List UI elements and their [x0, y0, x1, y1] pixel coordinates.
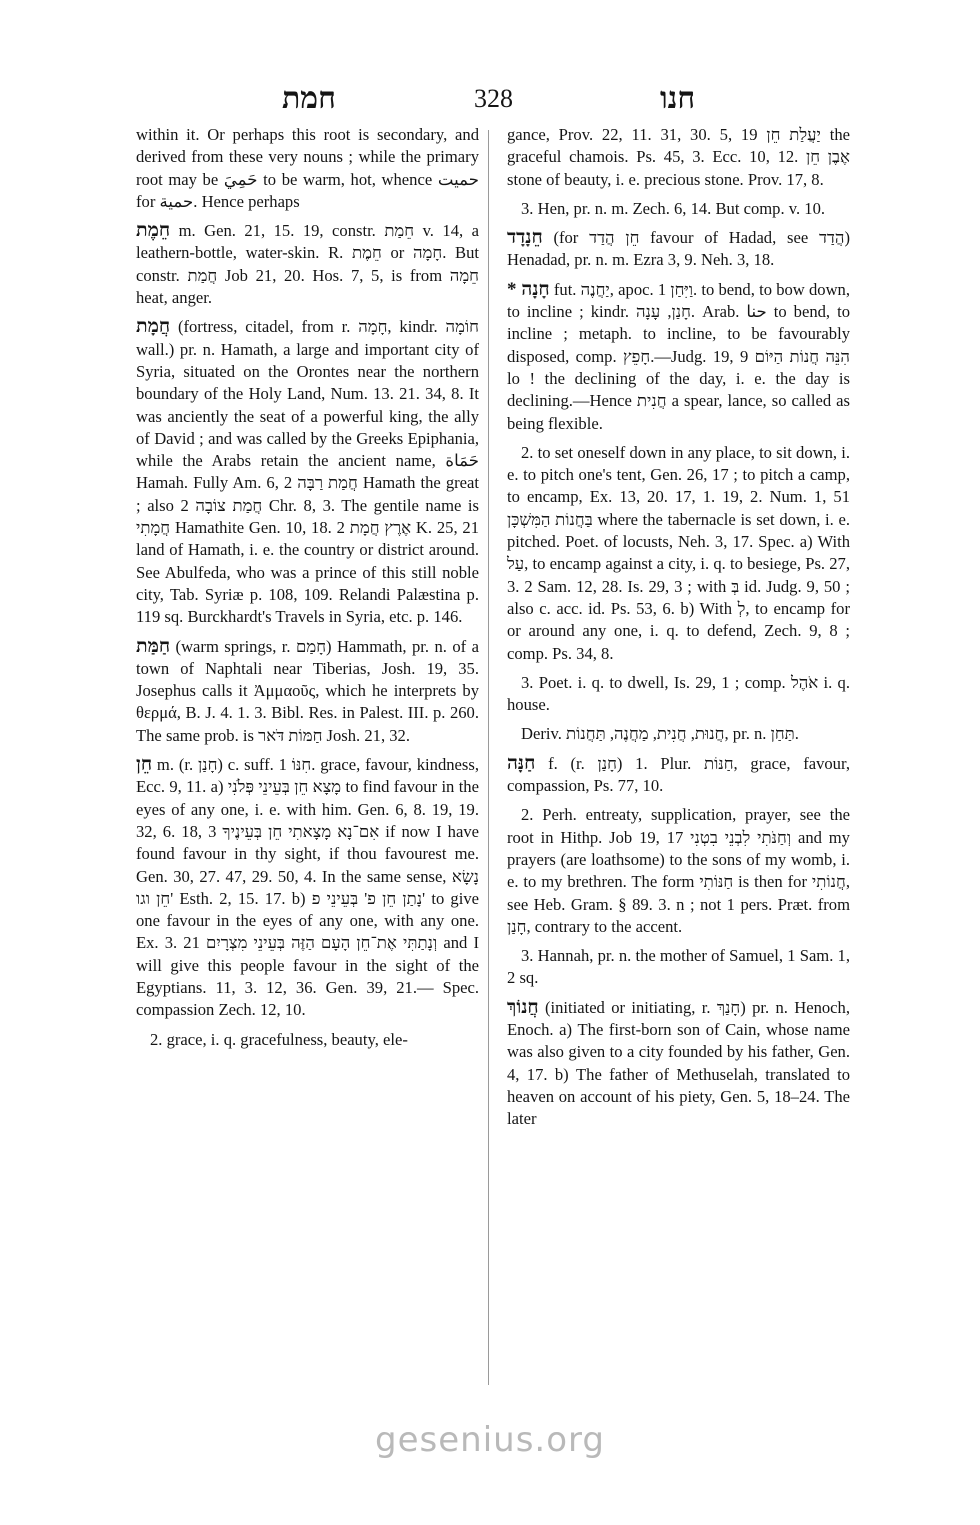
running-head-left: חמת: [282, 82, 336, 115]
entry-headword: חַמַּת: [136, 635, 171, 657]
entry-paragraph: [136, 1029, 479, 1051]
entry-text: m. (r. חָנַן) c. suff. חִנּוֹ 1. grace, favour, kindness, Ecc. 9, 11. a) מָצָא חֵן בְּעֵינֵי פְּלֹנִי to find favour in the eyes of any one, i. e. with him. Gen. 6, 8. 19, 19. 32, 6. 18, 3 אִם־נָא מָצָאתִי חֵן בְּעֵינֶיךָ if now I have found favour in thy sight, if thou favourest me. Gen. 30, 27. 47, 29. 50, 4. In the same sense, נָשָׂא חֵן וגו' Esth. 2, 15. 17. b) נָתַן חֵן פ' בְּעֵינֵי פ' to give one favour in the eyes of any one, with any one. Ex. 3. 21 וְנָתַתִּי אֶת־חֵן הָעָם הַזֶּה בְּעֵינֵי מִצְרָיִם and I will give this people favour in the sight of the Egyptians. 11, 3. 12, 36. Gen. 39, 21.— Spec. compassion Zech. 12, 10.: [136, 755, 479, 1020]
entry-text: (initiated or initiating, r. חָנַךְ) pr. n. Henoch, Enoch. a) The first-born son of Cain, whose name was also given to a city founded by his father, Gen. 4, 17. b) The father of Methuselah, translated to heaven on account of his piety, Gen. 5, 18–24. The later: [507, 997, 850, 1129]
entry-paragraph: [507, 672, 850, 717]
site-watermark: gesenius.org: [375, 1420, 605, 1460]
entry-text: (fortress, citadel, from r. חָמָה, kindr. חוֹמָה wall.) pr. n. Hamath, a large and important city of Syria, situated on the Orontes near the northern boundary of the Holy Land, Num. 13. 21. 34, 8. It was anciently the seat of a powerful king, the ally of David ; and was called by the Greeks Epiphania, while the Arabs retain the ancient name, حَمَاة Hamah. Fully Am. 6, 2 חֲמַת רַבָּה Hamath the great ; also חֲמַת צוֹבָה 2 Chr. 8, 3. The gentile name is חֲמָתִי Hamathite Gen. 10, 18. אֶרֶץ חֲמָת 2 K. 25, 21 land of Hamath, i. e. the country or district around. See Abulfeda, who was a prince of this still noble city, Tab. Syriæ p. 108, 109. Relandi Palæstina p. 119 sq. Burckhardt's Travels in Syria, etc. p. 146.: [136, 317, 480, 627]
entry-text: 2. Perh. entreaty, supplication, prayer, see the root in Hithp. Job 19, 17 וְחַנֹּתִי לִבְנֵי בִטְנִי and my prayers (are loathsome) to the sons of my womb, i. e. to my brethren. The form חַנּוֹתִי is then for חֲנוֹתִי, see Heb. Gram. § 89. 3. n ; not 1 pers. Præt. from חָנַן, contrary to the accent.: [507, 805, 850, 936]
dictionary-entry: [507, 997, 850, 1131]
dictionary-entry: [136, 220, 479, 309]
entry-text: 3. Hen, pr. n. m. Zech. 6, 14. But comp. v. 10.: [521, 198, 826, 218]
entry-text: gance, Prov. 22, 11. 31, 30. 5, 19 יַעֲלַת חֵן the graceful chamois. Ps. 45, 3. Ecc. 10, 12. אֶבֶן חֵן stone of beauty, i. e. precious stone. Prov. 17, 8.: [507, 125, 851, 189]
entry-headword: חֵנָדָד: [507, 227, 543, 249]
page-number: 328: [474, 84, 513, 113]
entry-paragraph: [507, 945, 850, 990]
running-head-right: חנו: [660, 82, 696, 115]
entry-headword: חֲמָת: [136, 316, 171, 338]
dictionary-entry: [136, 636, 479, 747]
entry-text: fut. יַחֲנֶה, apoc. וַיִּחַן 1. to bend, to bow down, to incline ; kindr. חָנַן, עָנָה. Arab. حنا to bend, to incline ; metaph. to incline, to be favourably disposed, comp. חָפֵץ.—Judg. 19, 9 הִנֵּה חֲנוֹת הַיּוֹם lo ! the declining of the day, i. e. the day is declining.—Hence חֲנִית a spear, lance, so called as being flexible.: [507, 279, 851, 433]
dictionary-entry: [507, 753, 850, 798]
entry-text: (for חֵן הֲדַד favour of Hadad, see הֲדַד) Henadad, pr. n. m. Ezra 3, 9. Neh. 3, 18.: [507, 228, 850, 270]
column-divider: [488, 130, 489, 1385]
entry-paragraph: [507, 804, 850, 938]
entry-text: Deriv. חֲנוּת, חֲנִית, מַחֲנֶה, תַּחֲנוֹת, pr. n. תַּחַן.: [521, 724, 799, 744]
entry-text: within it. Or perhaps this root is secondary, and derived from these very nouns ; while the primary root may be حَمِيَ to be warm, hot, whence حميت for حمية. Hence perhaps: [136, 125, 479, 211]
entry-text: 3. Hannah, pr. n. the mother of Samuel, 1 Sam. 1, 2 sq.: [507, 946, 850, 988]
entry-text: m. Gen. 21, 15. 19, constr. חֵמַת v. 14, a leathern-bottle, water-skin. R. חֵמֶת or חָמָה. But constr. חֲמַת Job 21, 20. Hos. 7, 5, is from חֵמָה heat, anger.: [136, 221, 479, 308]
entry-headword: חַנָּה: [507, 752, 536, 774]
entry-headword: חֵמֶת: [136, 220, 171, 242]
entry-paragraph: [507, 124, 850, 191]
dictionary-entry: [136, 316, 479, 628]
entry-paragraph: [507, 198, 850, 220]
entry-paragraph: [507, 442, 850, 665]
entry-text: 3. Poet. i. q. to dwell, Is. 29, 1 ; comp. אֹהֶל i. q. house.: [507, 672, 850, 715]
entry-paragraph: [136, 124, 479, 213]
dictionary-entry: [507, 279, 850, 435]
entry-text: 2. grace, i. q. gracefulness, beauty, ele-: [150, 1029, 408, 1049]
entry-headword: * חָנָה: [507, 278, 550, 300]
right-column: [507, 124, 850, 1137]
entry-text: f. (r. חָנַן) 1. Plur. חַנּוֹת, grace, favour, compassion, Ps. 77, 10.: [507, 753, 850, 796]
entry-headword: חֲנוֹךְ: [507, 996, 539, 1018]
entry-headword: חֵן: [136, 754, 153, 776]
dictionary-entry: [507, 227, 850, 272]
entry-text: (warm springs, r. חָמַם) Hammath, pr. n. of a town of Naphtali near Tiberias, Josh. 19, 35. Josephus calls it Ἀμμαοῦς, which he interprets by θερμά, B. J. 4. 1. 3. Bibl. Res. in Palest. III. p. 260. The same prob. is חַמּוֹת דֹּאר Josh. 21, 32.: [136, 636, 480, 745]
left-column: [136, 124, 479, 1058]
entry-text: 2. to set oneself down in any place, to sit down, i. e. to pitch one's tent, Gen. 26, 17 ; to pitch a camp, to encamp, Ex. 13, 20. 17, 1. 19, 2. Num. 1, 51 בַּחֲנוֹת הַמִּשְׁכָּן where the tabernacle is set down, i. e. pitched. Poet. of locusts, Neh. 3, 17. Spec. a) With עַל, to encamp against a city, i. q. to besiege, Ps. 27, 3. 2 Sam. 12, 28. Is. 29, 3 ; with בְּ id. Judg. 9, 50 ; also c. acc. id. Ps. 53, 6. b) With לְ, to encamp for or around any one, i. q. to defend, Zech. 9, 8 ; comp. Ps. 34, 8.: [507, 442, 850, 663]
dictionary-entry: [136, 754, 479, 1022]
entry-paragraph: [507, 723, 850, 745]
